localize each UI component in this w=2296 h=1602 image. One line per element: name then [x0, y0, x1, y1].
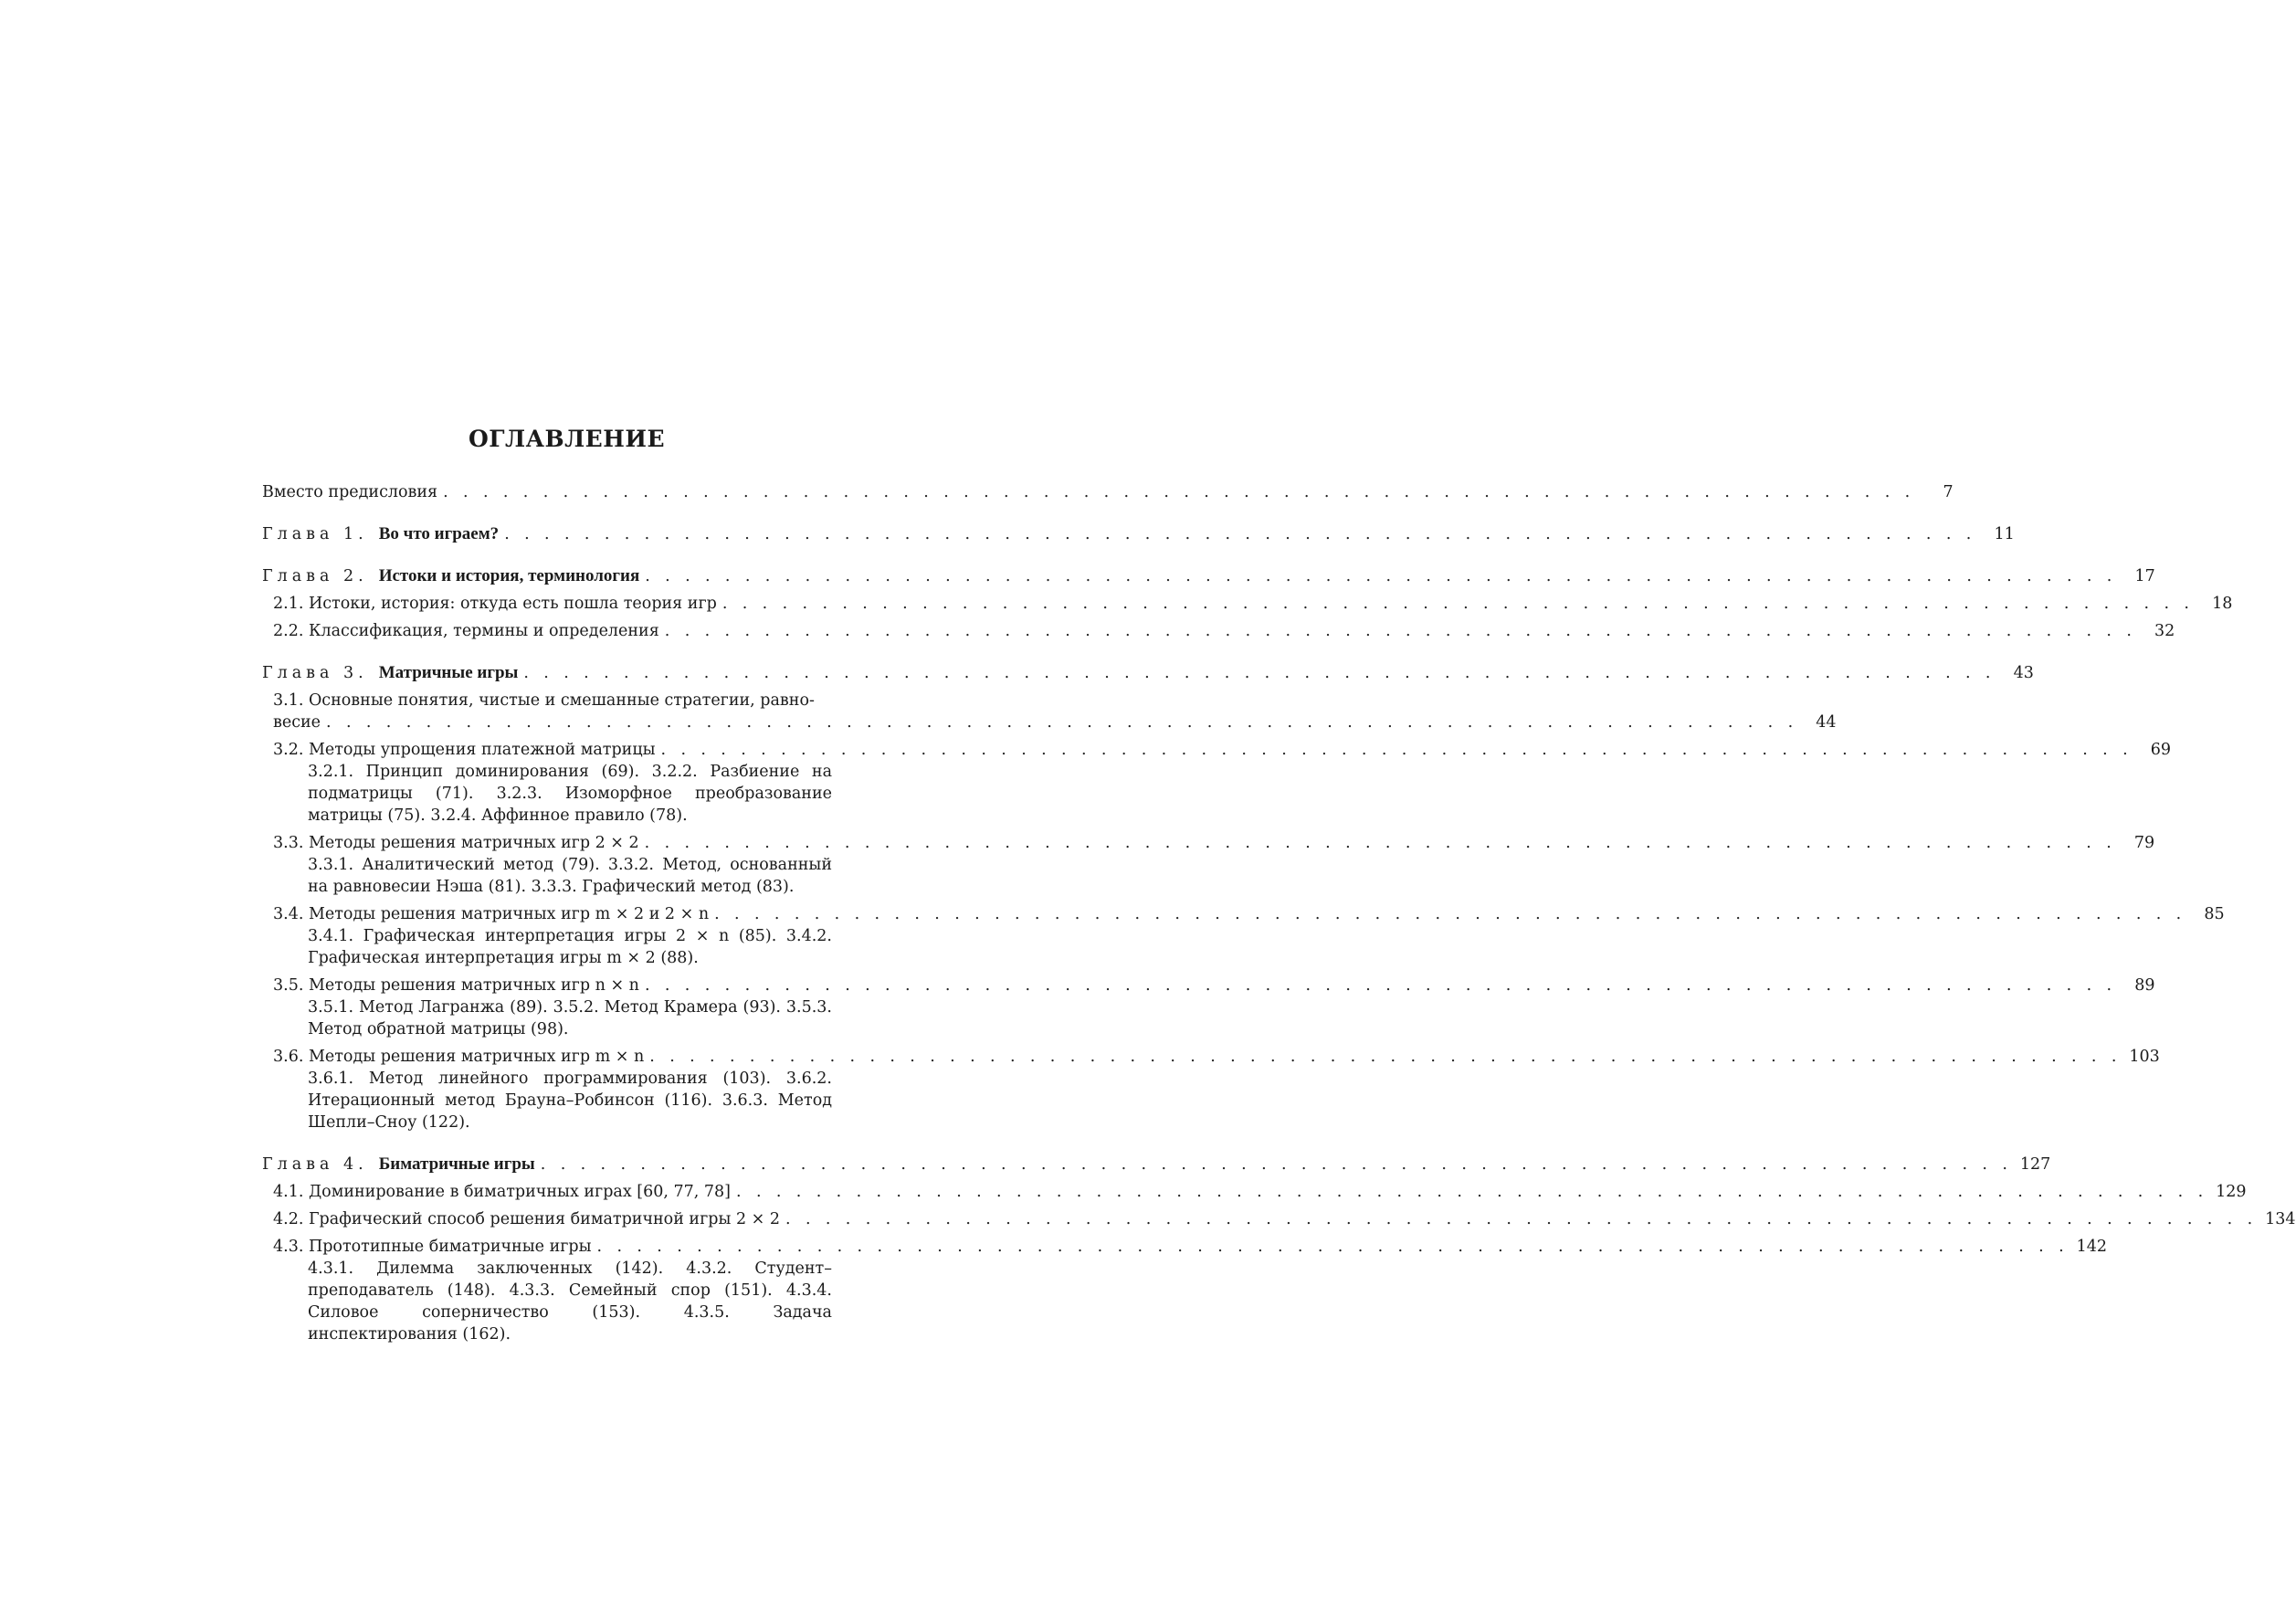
leader-dots: . . . . . . . . . . . . . . . . . . . . . . . . . . . . . . . . . . . . . . . . . . . . . . . . . . . . . . . . . . . . . . . . . . . . . . . . . .: [326, 713, 1798, 732]
page-number: 43: [2013, 664, 2034, 682]
page-number: 142: [2076, 1238, 2108, 1256]
toc-entry-3-2[interactable]: [262, 739, 2172, 827]
leader-dots: . . . . . . . . . . . . . . . . . . . . . . . . . . . . . . . . . . . . . . . . . . . . . . . . . . . . . . . . . . . . . . . . . . . . . . . . . .: [649, 1048, 2122, 1066]
leader-dots: . . . . . . . . . . . . . . . . . . . . . . . . . . . . . . . . . . . . . . . . . . . . . . . . . . . . . . . . . . . . . . . . . . . . . . . . . .: [785, 1210, 2258, 1228]
leader-dots: . . . . . . . . . . . . . . . . . . . . . . . . . . . . . . . . . . . . . . . . . . . . . . . . . . . . . . . . . . . . . . . . . . . . . . . . . .: [596, 1238, 2070, 1256]
chapter-title: Истоки и история, терминология: [378, 566, 640, 585]
entry-label: 2.1. Истоки, история: откуда есть пошла теория игр: [273, 595, 717, 613]
page-number: 127: [2019, 1155, 2051, 1174]
entry-label: Вместо предисловия: [262, 483, 438, 501]
leader-dots: . . . . . . . . . . . . . . . . . . . . . . . . . . . . . . . . . . . . . . . . . . . . . . . . . . . . . . . . . . . . . . . . . . . . . . . . . .: [714, 905, 2186, 923]
page-number: 69: [2150, 741, 2172, 759]
toc-entry-2-1[interactable]: [262, 593, 2233, 615]
toc-entry-chapter-3[interactable]: [262, 662, 2034, 684]
entry-label-line1: 3.1. Основные понятия, чистые и смешанные стратегии, равно-: [273, 691, 815, 710]
chapter-word: Глава 4.: [262, 1155, 368, 1174]
chapter-title: Во что играем?: [378, 524, 500, 543]
subsection-list: 3.6.1. Метод линейного программирования (103). 3.6.2. Итерационный метод Брауна–Робинсон (116). 3.6.3. Метод Шепли–Сноу (122).: [308, 1070, 832, 1132]
leader-dots: . . . . . . . . . . . . . . . . . . . . . . . . . . . . . . . . . . . . . . . . . . . . . . . . . . . . . . . . . . . . . . . . . . . . . . . . . .: [540, 1155, 2013, 1174]
toc-entry-2-2[interactable]: [262, 620, 2175, 642]
leader-dots: . . . . . . . . . . . . . . . . . . . . . . . . . . . . . . . . . . . . . . . . . . . . . . . . . . . . . . . . . . . . . . . . . . . . . . . . . .: [721, 595, 2195, 613]
page-number: 7: [1943, 483, 1954, 501]
toc-entry-3-3[interactable]: [262, 832, 2155, 898]
leader-dots: . . . . . . . . . . . . . . . . . . . . . . . . . . . . . . . . . . . . . . . . . . . . . . . . . . . . . . . . . . . . . . . . . . . . . . . . . .: [523, 664, 1996, 682]
page-number: 85: [2204, 905, 2225, 923]
page-number: 89: [2134, 976, 2155, 995]
toc-entry-preface[interactable]: [262, 481, 1954, 503]
page-number: 11: [1994, 525, 2015, 543]
subsection-list: 3.2.1. Принцип доминирования (69). 3.2.2. Разбиение на подматрицы (71). 3.2.3. Изоморфное преобразование матрицы (75). 3.2.4. Аффинное правило (78).: [308, 763, 832, 825]
leader-dots: . . . . . . . . . . . . . . . . . . . . . . . . . . . . . . . . . . . . . . . . . . . . . . . . . . . . . . . . . . . . . . . . . . . . . . . . . .: [504, 525, 1976, 543]
toc-entry-4-1[interactable]: [262, 1181, 2247, 1203]
toc-entry-3-1[interactable]: [262, 690, 1837, 733]
page-number: 32: [2154, 622, 2175, 640]
leader-dots: . . . . . . . . . . . . . . . . . . . . . . . . . . . . . . . . . . . . . . . . . . . . . . . . . . . . . . . . . . . . . . . . . . . . . . . . . .: [644, 834, 2117, 852]
page-number: 79: [2133, 834, 2155, 852]
table-of-contents: [262, 481, 2296, 1345]
entry-label: 4.3. Прототипные биматричные игры: [273, 1238, 592, 1256]
leader-dots: . . . . . . . . . . . . . . . . . . . . . . . . . . . . . . . . . . . . . . . . . . . . . . . . . . . . . . . . . . . . . . . . . . . . . . . . . .: [644, 976, 2117, 995]
leader-dots: . . . . . . . . . . . . . . . . . . . . . . . . . . . . . . . . . . . . . . . . . . . . . . . . . . . . . . . . . . . . . . . . . . . . . . . . . .: [660, 741, 2133, 759]
chapter-word: Глава 1.: [262, 525, 368, 543]
subsection-list: 3.3.1. Аналитический метод (79). 3.3.2. Метод, основанный на равновесии Нэша (81). 3.3.3. Графический метод (83).: [308, 856, 832, 896]
entry-label-line2: весие: [273, 713, 321, 732]
chapter-title: Биматричные игры: [378, 1154, 535, 1174]
entry-label: 3.6. Методы решения матричных игр m × n: [273, 1048, 645, 1066]
leader-dots: . . . . . . . . . . . . . . . . . . . . . . . . . . . . . . . . . . . . . . . . . . . . . . . . . . . . . . . . . . . . . . . . . . . . . . . . . .: [664, 622, 2137, 640]
entry-label: 3.5. Методы решения матричных игр n × n: [273, 976, 639, 995]
entry-label: 4.2. Графический способ решения биматричной игры 2 × 2: [273, 1210, 781, 1228]
entry-label: 4.1. Доминирование в биматричных играх [60, 77, 78]: [273, 1183, 732, 1201]
page-number: 134: [2265, 1210, 2296, 1228]
subsection-list: 4.3.1. Дилемма заключенных (142). 4.3.2. Студент–преподаватель (148). 4.3.3. Семейный спор (151). 4.3.4. Силовое соперничество (153). 4.3.5. Задача инспектирования (162).: [308, 1259, 832, 1344]
page-title: ОГЛАВЛЕНИЕ: [468, 426, 666, 452]
entry-label: 3.2. Методы упрощения платежной матрицы: [273, 741, 656, 759]
toc-entry-4-3[interactable]: [262, 1236, 2108, 1345]
subsection-list: 3.5.1. Метод Лагранжа (89). 3.5.2. Метод Крамера (93). 3.5.3. Метод обратной матрицы (98).: [308, 998, 832, 1038]
page-number: 44: [1816, 713, 1837, 732]
entry-label: 2.2. Классификация, термины и определения: [273, 622, 659, 640]
toc-entry-3-5[interactable]: [262, 975, 2155, 1040]
toc-entry-3-6[interactable]: [262, 1046, 2160, 1133]
entry-label: 3.4. Методы решения матричных игр m × 2 и 2 × n: [273, 905, 710, 923]
toc-entry-3-4[interactable]: [262, 903, 2225, 969]
chapter-word: Глава 3.: [262, 664, 368, 682]
page-number: 103: [2129, 1048, 2160, 1066]
leader-dots: . . . . . . . . . . . . . . . . . . . . . . . . . . . . . . . . . . . . . . . . . . . . . . . . . . . . . . . . . . . . . . . . . . . . . . . . . .: [736, 1183, 2208, 1201]
toc-entry-chapter-4[interactable]: [262, 1154, 2051, 1175]
toc-entry-chapter-2[interactable]: [262, 565, 2155, 587]
leader-dots: . . . . . . . . . . . . . . . . . . . . . . . . . . . . . . . . . . . . . . . . . . . . . . . . . . . . . . . . . . . . . . . . . . . . . . . . . .: [443, 483, 1915, 501]
page-number: 18: [2212, 595, 2233, 613]
toc-entry-4-2[interactable]: [262, 1208, 2296, 1230]
page-number: 17: [2134, 567, 2155, 585]
toc-entry-chapter-1[interactable]: [262, 523, 2015, 545]
subsection-list: 3.4.1. Графическая интерпретация игры 2 × n (85). 3.4.2. Графическая интерпретация игры m × 2 (88).: [308, 927, 832, 967]
leader-dots: . . . . . . . . . . . . . . . . . . . . . . . . . . . . . . . . . . . . . . . . . . . . . . . . . . . . . . . . . . . . . . . . . . . . . . . . . .: [645, 567, 2117, 585]
entry-label: 3.3. Методы решения матричных игр 2 × 2: [273, 834, 639, 852]
page-number: 129: [2216, 1183, 2247, 1201]
chapter-title: Матричные игры: [378, 663, 519, 682]
chapter-word: Глава 2.: [262, 567, 368, 585]
